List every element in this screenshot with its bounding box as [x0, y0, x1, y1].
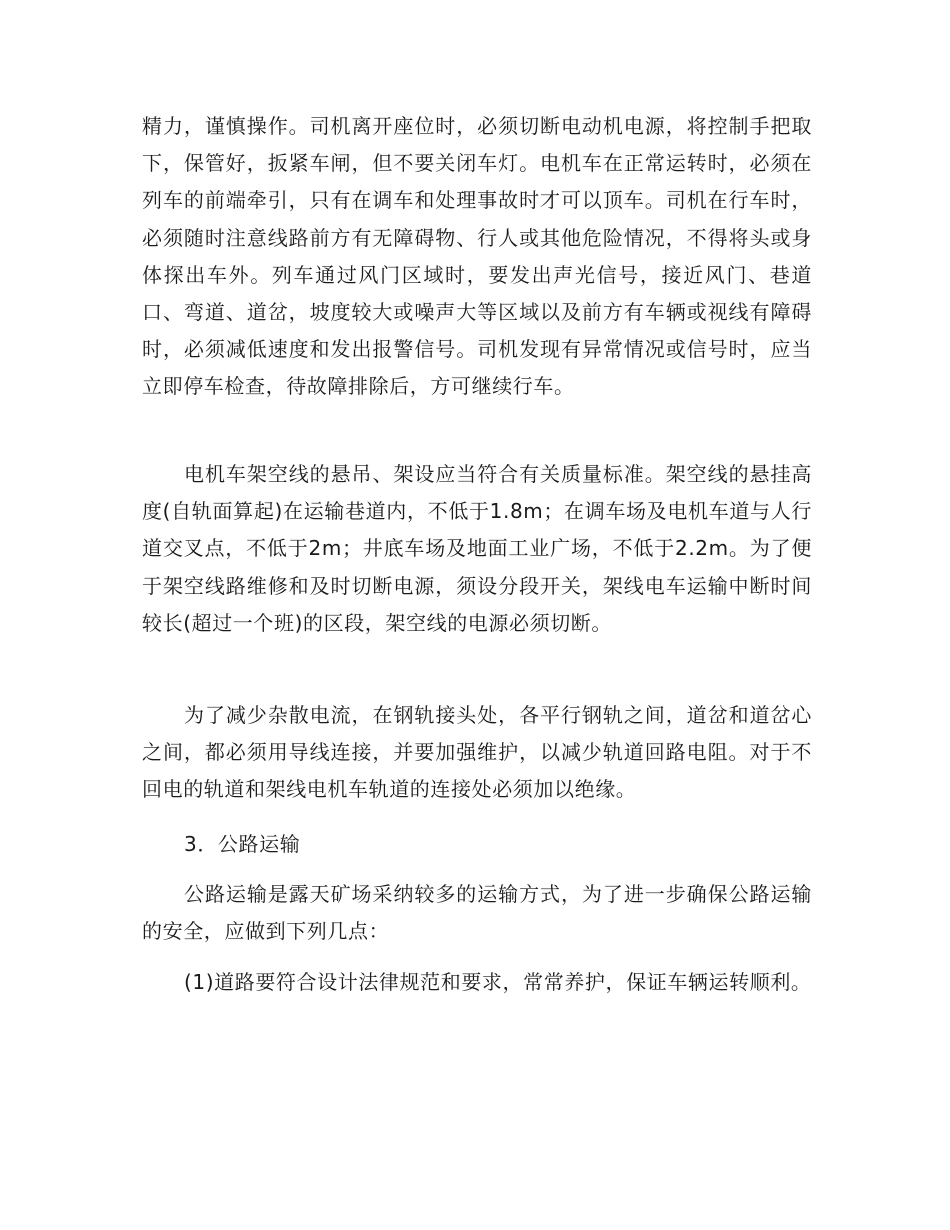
list-item-1: (1)道路要符合设计法律规范和要求，常常养护，保证车辆运转顺利。	[184, 970, 812, 994]
body-paragraph-overhead-line: 电机车架空线的悬吊、架设应当符合有关质量标准。架空线的悬挂高度(自轨面算起)在运输巷道内，不低于1.8m；在调车场及电机车道与人行道交叉点，不低于2m；井底车场及地面工业广场，不低于2.2m。为了便于架空线路维修和及时切断电源，须设分段开关，架线电车运输中断时间较长(超过一个班)的区段，架空线的电源必须切断。	[142, 462, 812, 635]
body-paragraph-stray-current: 为了减少杂散电流，在钢轨接头处，各平行钢轨之间，道岔和道岔心之间，都必须用导线连接，并要加强维护，以减少轨道回路电阻。对于不回电的轨道和架线电机车轨道的连接处必须加以绝缘。	[142, 703, 812, 802]
body-paragraph-road-transport: 公路运输是露天矿场采纳较多的运输方式，为了进一步确保公路运输的安全，应做到下列几点：	[142, 882, 812, 944]
section-heading: 3．公路运输	[184, 832, 301, 856]
body-paragraph-continued: 精力，谨慎操作。司机离开座位时，必须切断电动机电源，将控制手把取下，保管好，扳紧车闸，但不要关闭车灯。电机车在正常运转时，必须在列车的前端牵引，只有在调车和处理事故时才可以顶车。司机在行车时，必须随时注意线路前方有无障碍物、行人或其他危险情况，不得将头或身体探出车外。列车通过风门区域时，要发出声光信号，接近风门、巷道口、弯道、道岔，坡度较大或噪声大等区域以及前方有车辆或视线有障碍时，必须减低速度和发出报警信号。司机发现有异常情况或信号时，应当立即停车检查，待故障排除后，方可继续行车。	[142, 114, 812, 399]
